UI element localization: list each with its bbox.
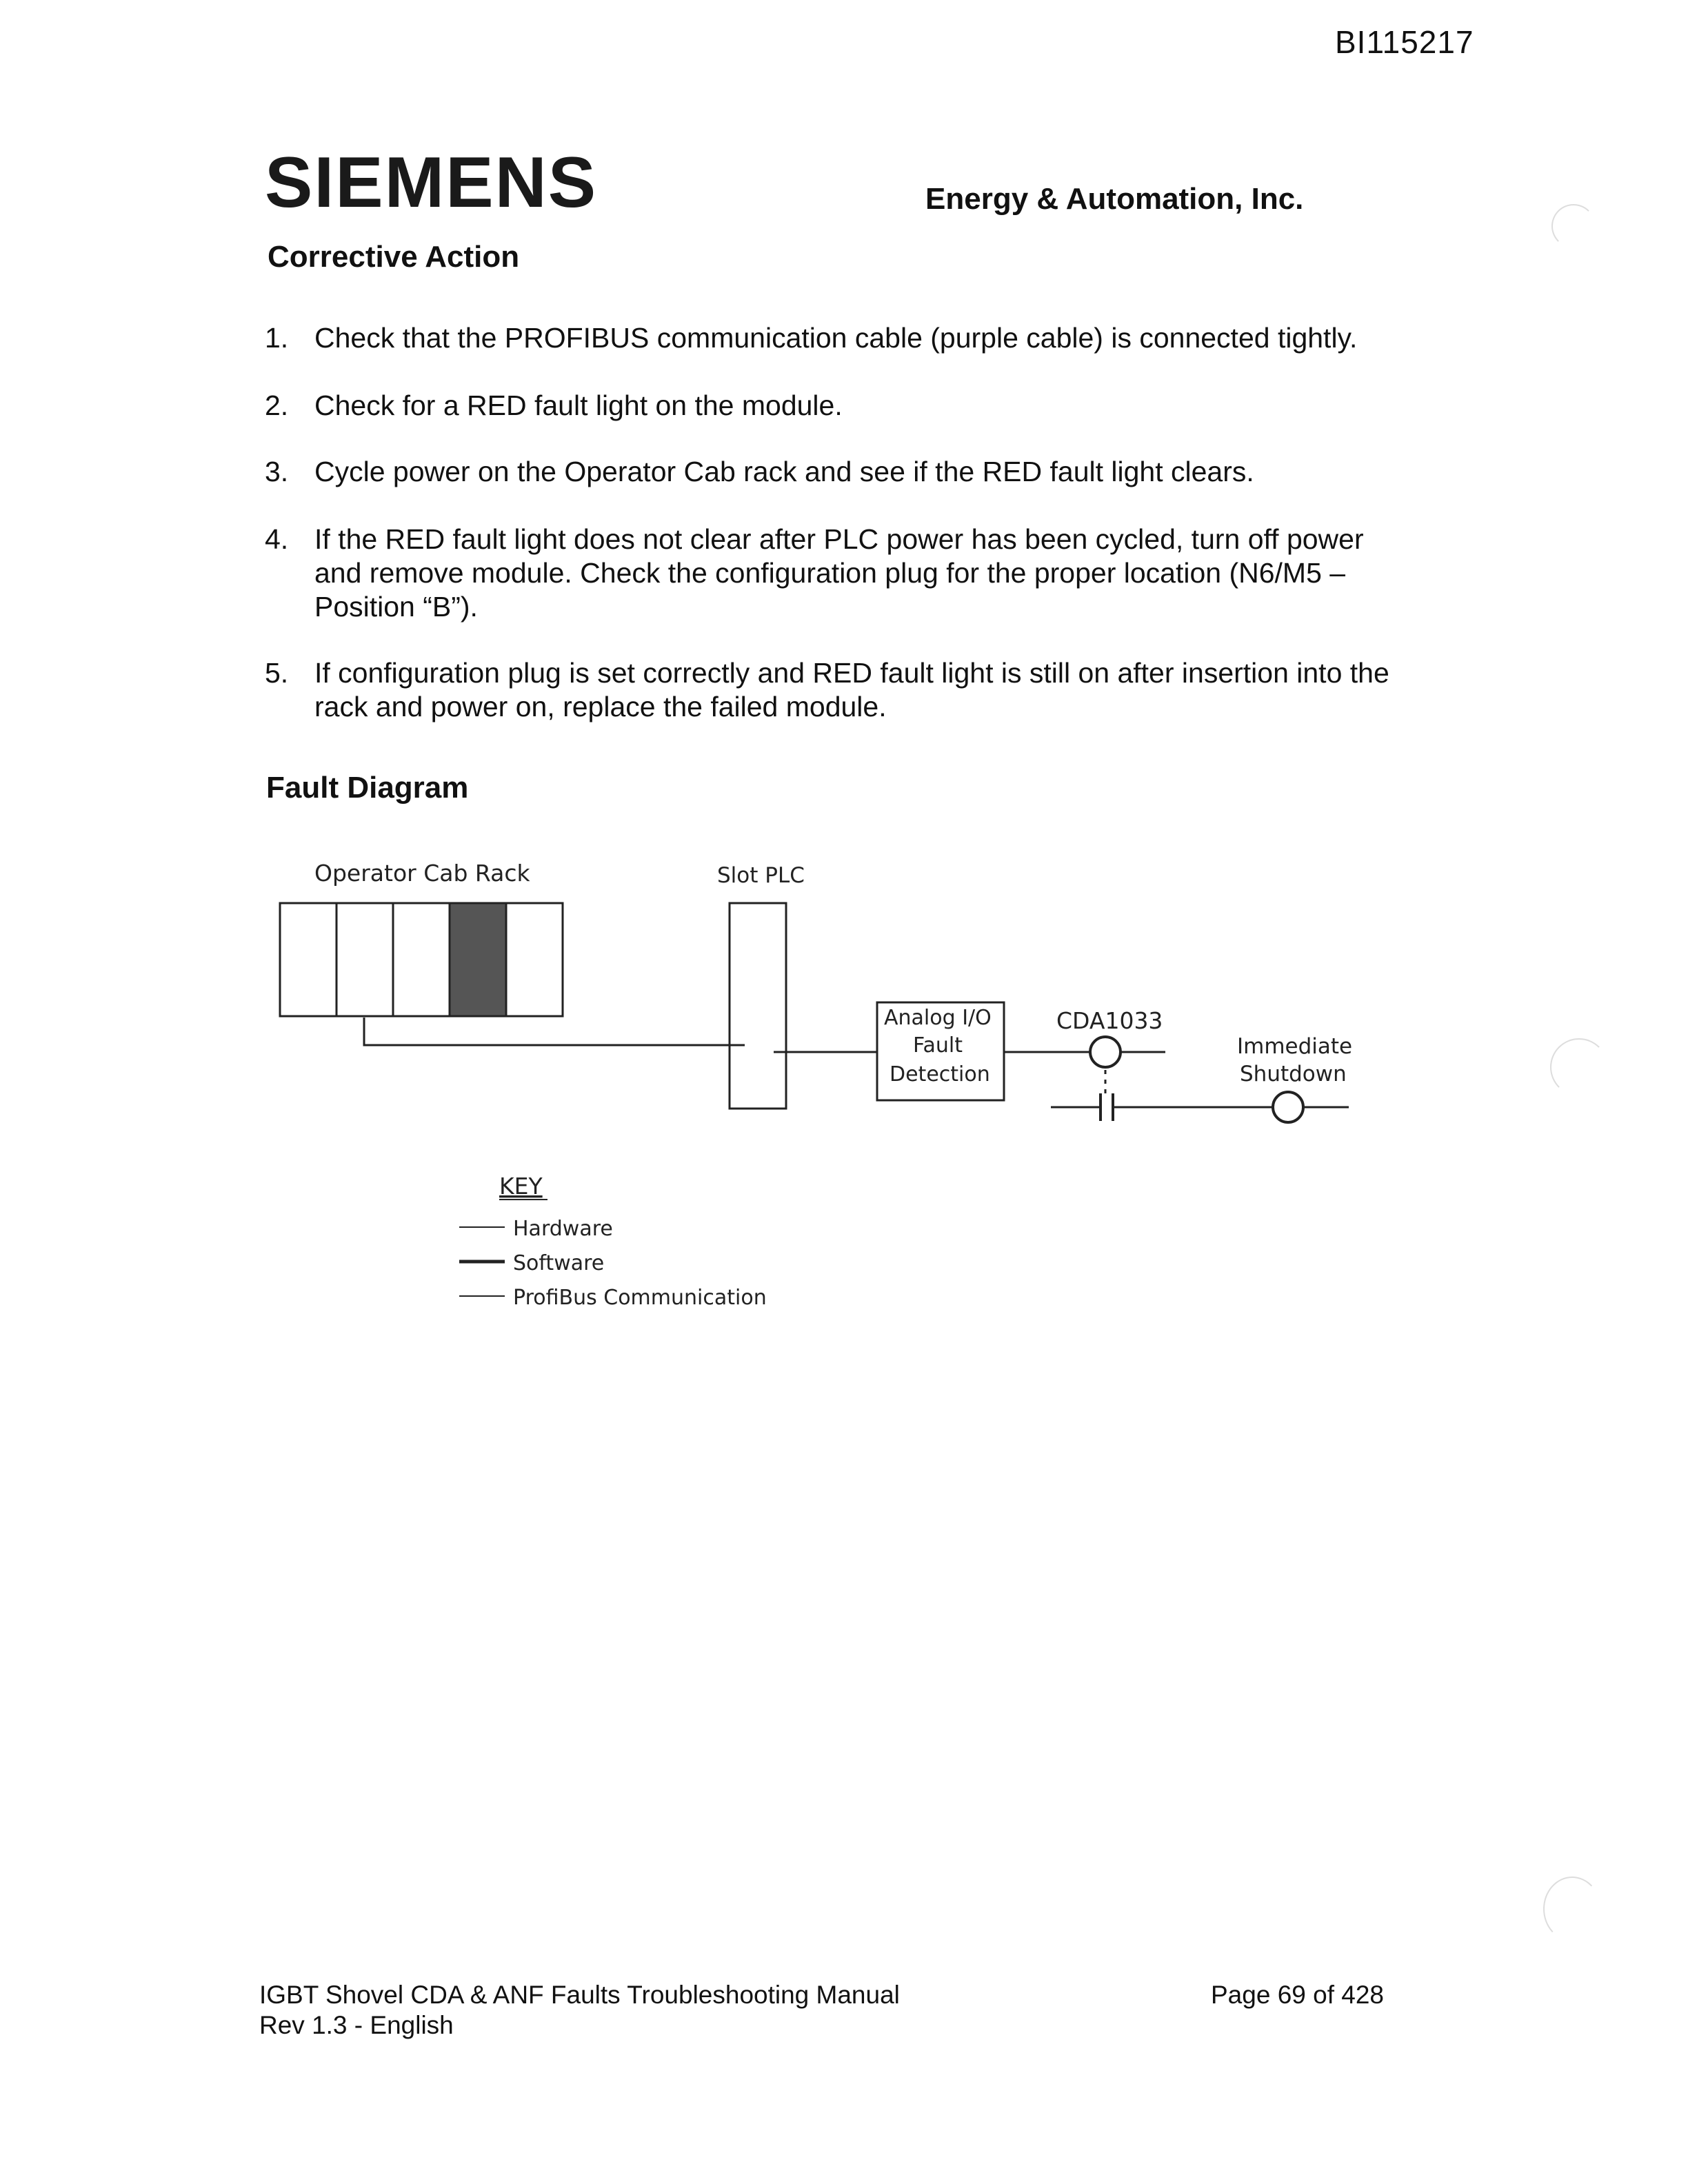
step-number: 4. [265,523,289,555]
step-text: Check for a RED fault light on the module. [314,390,843,421]
step-text: If the RED fault light does not clear after PLC power has been cycled, turn off power and remove module. Check the configuration plug for the proper location (N6/M5 – Position “B”). [314,523,1364,623]
footer-page-number: Page 69 of 428 [1211,1981,1384,2009]
punch-hole-shadow [1550,1038,1608,1096]
step-text: Check that the PROFIBUS communication cable (purple cable) is connected tightly. [314,322,1358,354]
punch-hole-shadow [1543,1877,1601,1941]
footer-revision: Rev 1.3 - English [259,2011,454,2039]
rack-label: Operator Cab Rack [314,860,530,887]
step-number: 1. [265,322,289,354]
punch-hole-shadow [1551,204,1596,248]
fault-box-line-3: Detection [890,1062,990,1086]
corrective-action-heading: Corrective Action [268,240,520,274]
fault-diagram-heading: Fault Diagram [266,771,469,805]
company-name: Energy & Automation, Inc. [925,182,1304,216]
cda1033-coil-icon [1090,1037,1121,1067]
fault-box-line-2: Fault [913,1033,963,1058]
shutdown-line-2: Shutdown [1240,1062,1347,1086]
step-number: 2. [265,390,289,421]
step-text: If configuration plug is set correctly and RED fault light is still on after insertion into the rack and power on, replace the failed module. [314,657,1389,722]
shutdown-line-1: Immediate [1237,1034,1353,1059]
step-number: 3. [265,456,289,487]
document-id: BI115217 [1335,24,1474,60]
key-software-label: Software [513,1251,605,1275]
cda-code-label: CDA1033 [1056,1007,1163,1034]
key-hardware-label: Hardware [513,1217,613,1241]
key-profibus-label: ProfiBus Communication [513,1286,767,1310]
slot-plc [730,903,786,1109]
fault-box-line-1: Analog I/O [884,1006,992,1030]
plc-label: Slot PLC [717,863,805,888]
operator-cab-rack [280,903,563,1016]
shutdown-coil-icon [1273,1092,1303,1122]
step-number: 5. [265,657,289,689]
siemens-logo: SIEMENS [265,143,598,223]
step-text: Cycle power on the Operator Cab rack and see if the RED fault light clears. [314,456,1254,487]
key-title: KEY [499,1173,543,1200]
faulted-module [450,903,506,1016]
profibus-link [364,1018,745,1045]
footer-manual-title: IGBT Shovel CDA & ANF Faults Troubleshooting Manual [259,1981,900,2009]
